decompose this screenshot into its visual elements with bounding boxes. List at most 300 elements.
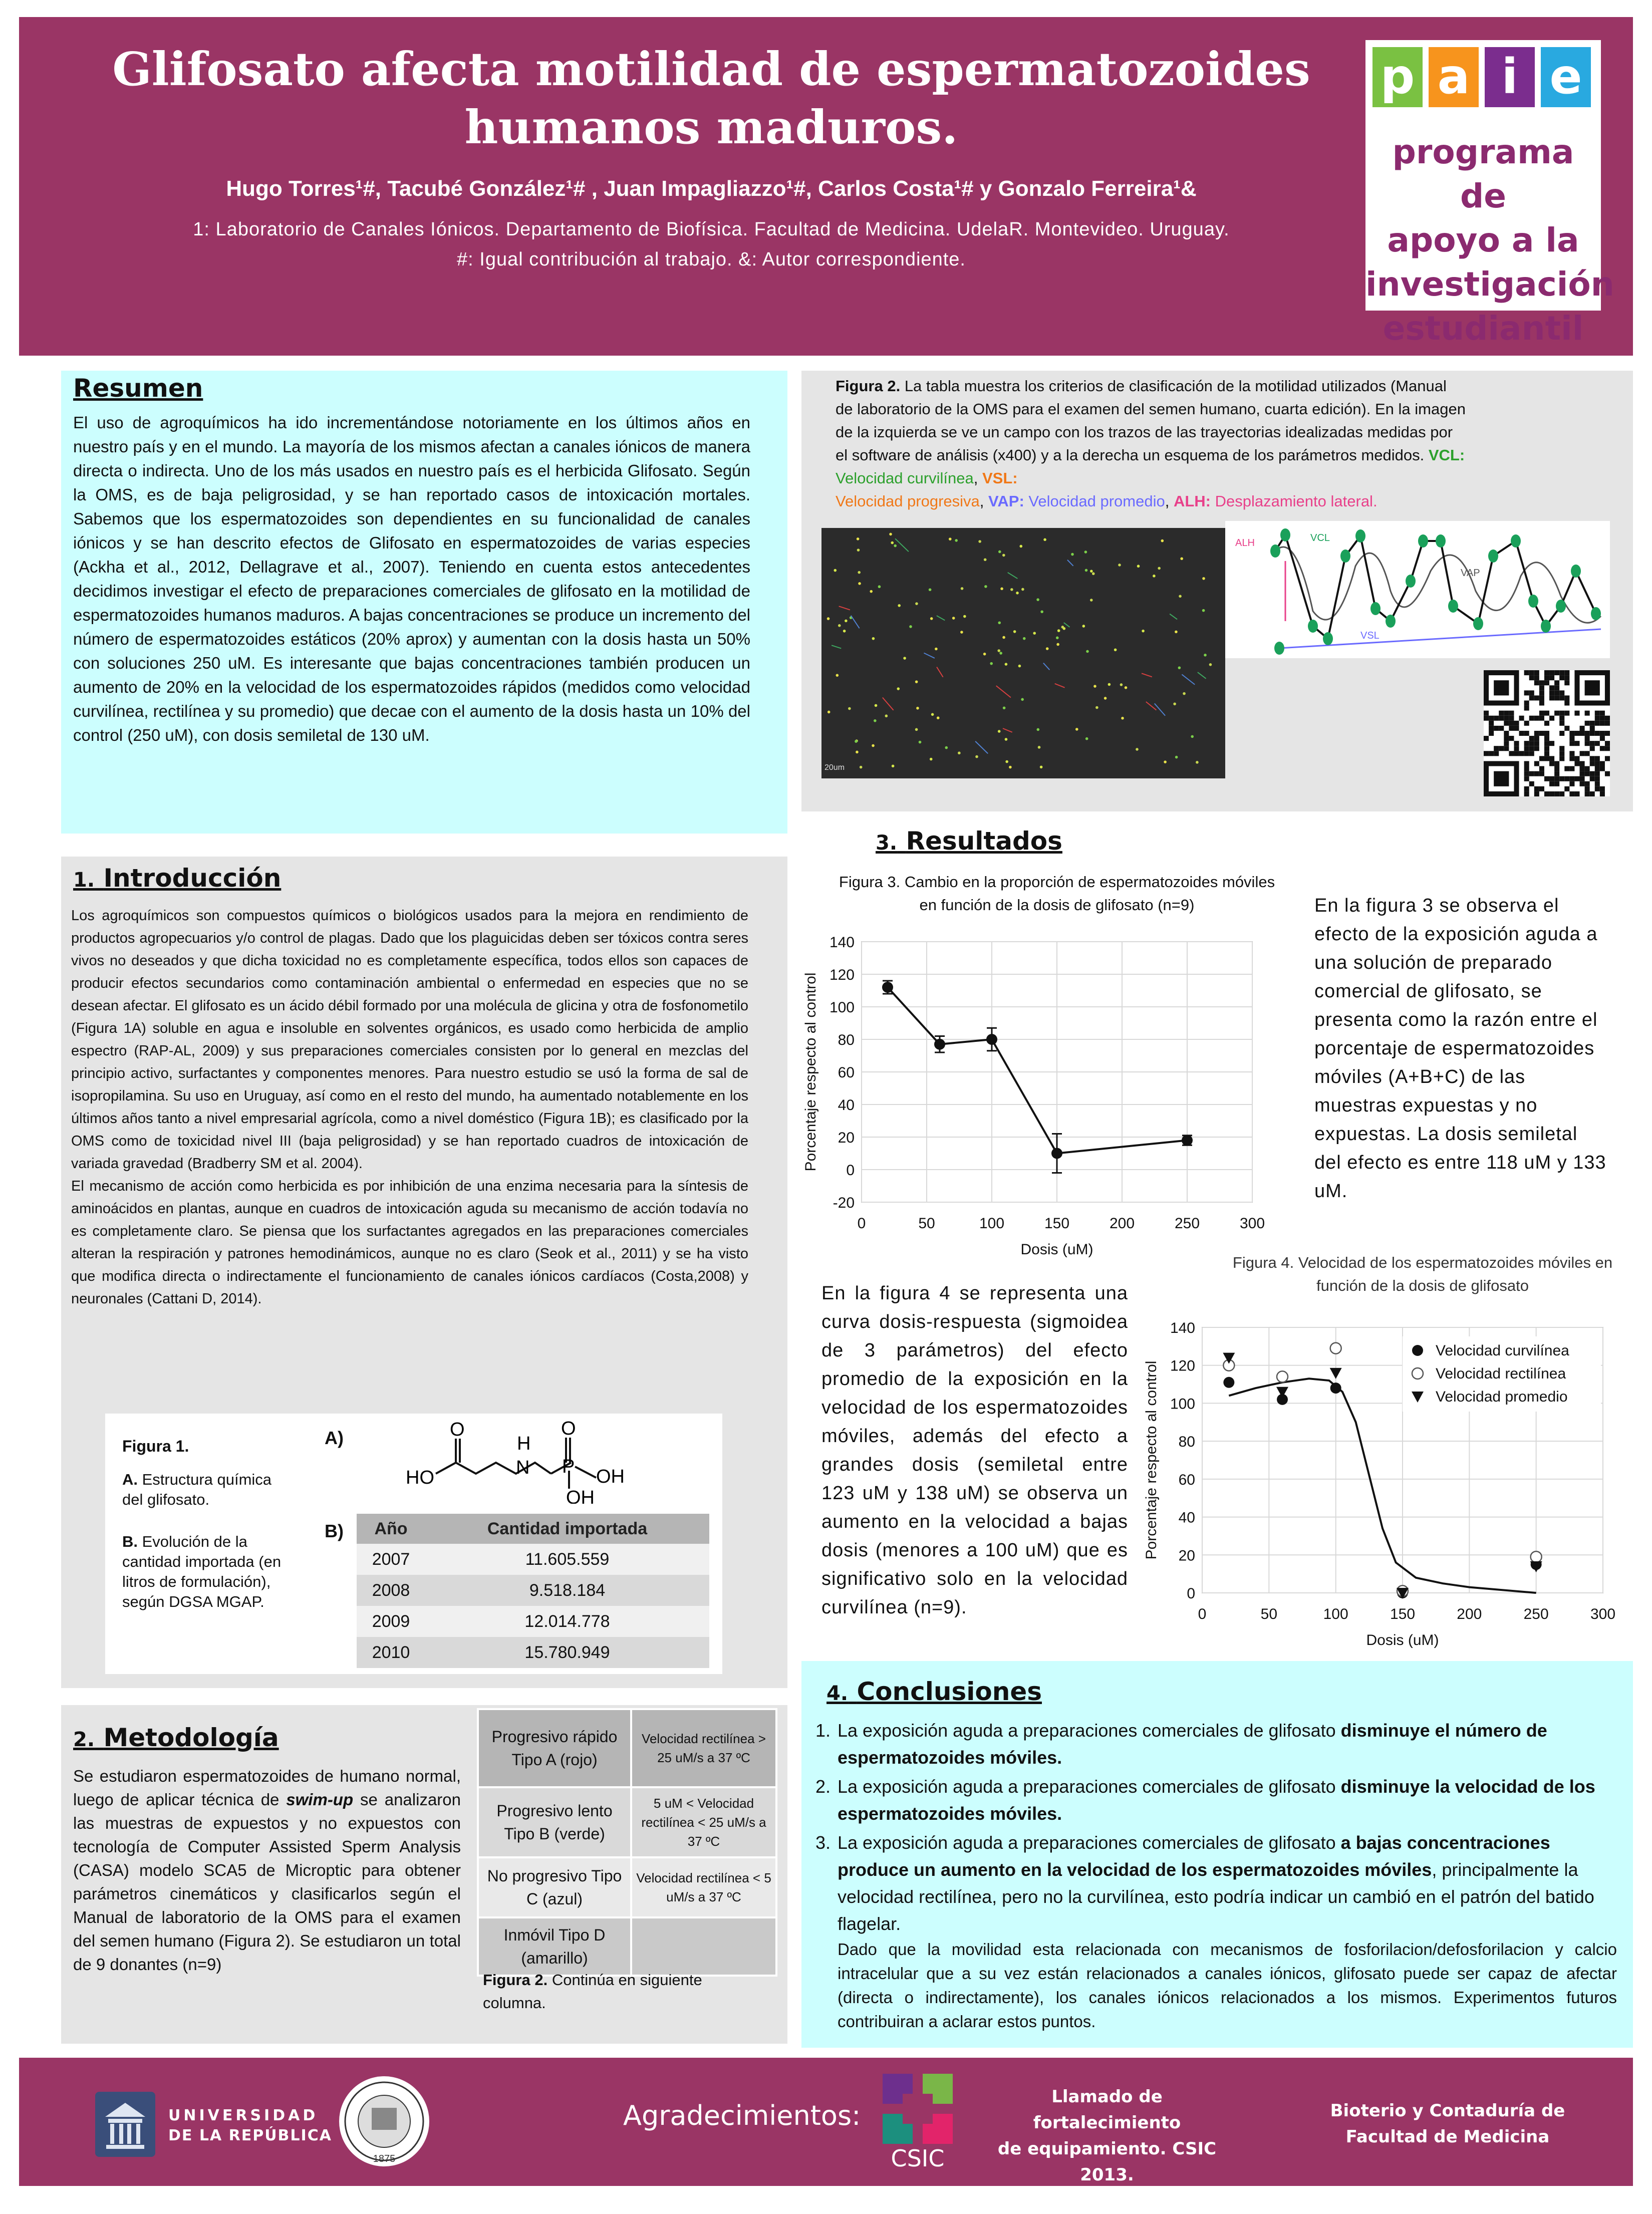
paie-letter-e: e	[1541, 47, 1591, 107]
alh-label: ALH:	[1173, 492, 1211, 510]
data-point	[934, 1039, 945, 1050]
qr-module	[1529, 771, 1534, 776]
qr-module	[1539, 711, 1544, 716]
sperm-dot	[963, 615, 966, 618]
qr-module	[1534, 695, 1539, 700]
qr-module	[1524, 670, 1529, 675]
qr-module	[1554, 766, 1559, 771]
sperm-dot	[1043, 538, 1046, 541]
qr-module	[1524, 721, 1529, 726]
qr-module	[1554, 695, 1559, 700]
qr-module	[1559, 791, 1564, 796]
sperm-dot	[909, 625, 912, 628]
sperm-dot	[983, 653, 986, 656]
sperm-dot	[875, 704, 878, 707]
qr-module	[1580, 781, 1585, 786]
item-number: 2.	[815, 1776, 831, 1797]
sperm-track	[1170, 614, 1177, 620]
qr-module	[1564, 726, 1569, 731]
x-tick-label: 0	[1198, 1606, 1207, 1622]
type-a-cell: Progresivo rápido Tipo A (rojo)	[478, 1709, 631, 1787]
qr-module	[1484, 736, 1489, 741]
qr-module	[1534, 670, 1539, 675]
figure-4-title: Figura 4. Velocidad de los espermatozoides móviles en función de la dosis de glifosato	[1232, 1254, 1613, 1294]
sperm-dot	[858, 582, 861, 585]
sperm-dot	[878, 585, 881, 588]
qr-module	[1600, 721, 1605, 726]
qr-module	[1600, 736, 1605, 741]
x-tick-label: 300	[1239, 1215, 1265, 1232]
sperm-dot	[843, 630, 846, 633]
sperm-dot	[885, 714, 888, 717]
sperm-track	[1067, 560, 1073, 566]
y-tick-label: 120	[1170, 1357, 1195, 1374]
sperm-dot	[1120, 683, 1123, 686]
sperm-dot	[998, 621, 1001, 624]
sperm-dot	[960, 631, 963, 634]
sperm-dot	[1056, 643, 1059, 646]
qr-module	[1524, 766, 1529, 771]
sperm-dot	[1104, 697, 1107, 700]
qr-module	[1524, 731, 1529, 736]
qr-module	[1549, 756, 1554, 761]
sperm-dot	[1005, 738, 1008, 741]
figure-1	[105, 1414, 722, 1674]
qr-module	[1574, 756, 1579, 761]
qr-module	[1564, 776, 1569, 781]
qr-module	[1574, 711, 1579, 716]
qr-module	[1544, 711, 1549, 716]
sperm-dot	[930, 758, 933, 761]
qr-module	[1559, 695, 1564, 700]
sperm-dot	[984, 558, 987, 561]
qr-module	[1529, 741, 1534, 746]
qr-module	[1569, 731, 1574, 736]
qr-module	[1574, 776, 1579, 781]
qr-module	[1549, 791, 1554, 796]
y-axis-label: Porcentaje respecto al control	[802, 972, 819, 1172]
sperm-track	[1198, 672, 1206, 679]
sperm-dot	[1093, 685, 1096, 688]
glyphosate-structure	[401, 1419, 661, 1504]
fig2-cont-bold: Figura 2.	[483, 1971, 548, 1989]
qr-module	[1514, 751, 1519, 756]
sperm-dot	[1075, 728, 1078, 731]
qr-module	[1534, 771, 1539, 776]
chem-o2: O	[561, 1419, 576, 1439]
sperm-dot	[1095, 706, 1098, 709]
y-tick-label: 80	[838, 1032, 855, 1048]
resultados-number: 3.	[876, 832, 898, 855]
qr-module	[1590, 746, 1595, 751]
qr-module	[1580, 726, 1585, 731]
qr-module	[1554, 781, 1559, 786]
qr-module	[1590, 741, 1595, 746]
qr-module	[1590, 791, 1595, 796]
qr-module	[1524, 741, 1529, 746]
intro-paragraph-2: El mecanismo de acción como herbicida es por inhibición de una enzima necesaria para la síntesis de aminoácidos en plantas, aunque en cuadros de intoxicación aguda su mecanismo de acción todavía no es completamente claro. Se piensa que los surfactantes agregados en las preparaciones comerciales alteran la respiración y patrones hemodinámicos, aunque no es claro (Seok et al., 2011) y se ha visto que modifica directa o indirectamente el funcionamiento de canales iónicos cardíacos (Costa,2008) y neuronales (Cattani D, 2014).	[71, 1178, 748, 1307]
intro-title	[73, 864, 281, 893]
qr-module	[1569, 741, 1574, 746]
qr-module	[1564, 711, 1569, 716]
qr-module	[1544, 721, 1549, 726]
figure-3-title: Figura 3. Cambio en la proporción de espermatozoides móviles en función de la dosis de glifosato (n=9)	[839, 873, 1275, 914]
sperm-dot	[1196, 761, 1199, 764]
sperm-dot	[870, 590, 873, 593]
sperm-dot	[1118, 564, 1121, 567]
vsl-text: Velocidad progresiva	[836, 492, 980, 510]
qr-module	[1499, 716, 1504, 721]
qr-module	[1600, 716, 1605, 721]
sperm-dot	[1179, 595, 1182, 598]
x-tick-label: 100	[1323, 1606, 1348, 1622]
sperm-dot	[894, 544, 897, 547]
qr-module	[1549, 741, 1554, 746]
data-point	[1277, 1371, 1288, 1382]
metodologia-text-b: se analizaron las muestras de expuestos y no expuestos con tecnología de Computer Assisted Sperm Analysis (CASA) modelo SCA5 de Microptic para obtener parámetros cinemáticos y clasificarlos según el Manual de laboratorio de la OMS para el examen del semen humano (Figura 2). Se estudiaron un total de 9 donantes (n=9)	[73, 1790, 461, 1974]
sperm-dot	[997, 649, 1000, 652]
sperm-dot	[1121, 717, 1124, 720]
sperm-dot	[891, 541, 894, 544]
qr-module	[1544, 741, 1549, 746]
item-bold: disminuye la velocidad de los espermatozoides móviles.	[838, 1776, 1595, 1824]
chem-oh2: OH	[566, 1487, 595, 1504]
qr-module	[1595, 741, 1600, 746]
sperm-track	[851, 616, 860, 629]
qr-module	[1605, 721, 1610, 726]
sperm-dot	[955, 539, 958, 542]
figure-1-title: Figura 1.	[122, 1437, 189, 1455]
llamado-text	[977, 2084, 1237, 2214]
col-year: Año	[357, 1514, 425, 1544]
import-table-header	[357, 1514, 709, 1544]
qr-module	[1569, 736, 1574, 741]
qr-module	[1569, 781, 1574, 786]
microscope-image	[821, 528, 1225, 778]
qr-module	[1509, 736, 1514, 741]
qr-module	[1499, 726, 1504, 731]
sperm-track	[937, 667, 943, 677]
qr-module	[1559, 716, 1564, 721]
sperm-dot	[828, 711, 831, 714]
qr-module	[1605, 771, 1610, 776]
qr-module	[1549, 761, 1554, 766]
qr-module	[1590, 731, 1595, 736]
qr-module	[1559, 690, 1564, 695]
metodologia-number: 2.	[73, 1728, 95, 1751]
table-row	[478, 1709, 776, 1787]
vcl-points	[1270, 528, 1601, 655]
qr-module	[1519, 731, 1524, 736]
cell-quantity: 11.605.559	[425, 1544, 709, 1575]
qr-module	[1539, 756, 1544, 761]
qr-module	[1554, 690, 1559, 695]
qr-module	[1519, 751, 1524, 756]
qr-module	[1554, 670, 1559, 675]
qr-module	[1524, 690, 1529, 695]
sperm-dot	[961, 587, 964, 590]
chem-oh1: OH	[596, 1466, 625, 1487]
type-c-cell: No progresivo Tipo C (azul)	[478, 1857, 631, 1917]
csic-logo	[883, 2074, 953, 2172]
paie-letter-p: p	[1372, 47, 1423, 107]
x-tick-label: 200	[1457, 1606, 1482, 1622]
qr-module	[1600, 791, 1605, 796]
y-tick-label: 140	[829, 934, 855, 951]
qr-module	[1585, 721, 1590, 726]
x-tick-label: 150	[1044, 1215, 1070, 1232]
conclusiones-extra: Dado que la movilidad esta relacionada con mecanismos de fosforilacion/defosforilacion y calcio intracelular que a su vez están relacionados a canales iónicos, glifosato puede ser capaz de afectar (directa o indirectamente), los canales iónicos relacionados a los mismos. Experimentos futuros contribuiran a aclarar estos puntos.	[838, 1940, 1617, 2031]
cell-year: 2009	[357, 1606, 425, 1637]
qr-module	[1484, 716, 1489, 721]
conclusiones-title	[827, 1677, 1042, 1706]
sperm-dot	[1046, 647, 1049, 650]
udelar-line-1: UNIVERSIDAD	[168, 2107, 319, 2124]
sperm-dot	[1023, 637, 1026, 640]
metodologia-text-em: swim-up	[286, 1790, 354, 1809]
sperm-dot	[1183, 692, 1186, 695]
data-point	[1330, 1382, 1341, 1394]
data-point	[1531, 1551, 1542, 1562]
qr-module	[1590, 771, 1595, 776]
metodologia-text	[73, 1764, 461, 1976]
figure-1-a-label: A.	[122, 1471, 138, 1488]
qr-module	[1504, 746, 1509, 751]
qr-module	[1564, 670, 1569, 675]
sperm-dot	[834, 569, 837, 572]
qr-module	[1590, 726, 1595, 731]
resultados-title-text: Resultados	[906, 826, 1062, 856]
qr-module	[1569, 776, 1574, 781]
figure-3-chart	[796, 922, 1277, 1272]
sperm-dot	[1202, 609, 1205, 612]
y-tick-label: 100	[1170, 1396, 1195, 1413]
y-tick-label: 40	[838, 1097, 855, 1114]
qr-module	[1529, 716, 1534, 721]
qr-module	[1569, 766, 1574, 771]
sperm-dot	[1002, 636, 1005, 639]
sperm-dot	[1114, 648, 1117, 651]
item-plain: La exposición aguda a preparaciones comerciales de glifosato	[838, 1832, 1341, 1853]
qr-module	[1534, 746, 1539, 751]
qr-module	[1585, 741, 1590, 746]
qr-module	[1569, 756, 1574, 761]
sperm-dot	[845, 620, 848, 623]
qr-module	[1595, 731, 1600, 736]
qr-module	[1504, 716, 1509, 721]
qr-module	[1564, 695, 1569, 700]
qr-module	[1539, 680, 1544, 685]
sperm-dot	[999, 652, 1002, 655]
facultad-seal	[337, 2074, 432, 2169]
paie-line-4: estudiantil	[1383, 309, 1584, 348]
y-tick-label: 100	[829, 999, 855, 1016]
qr-module	[1549, 675, 1554, 680]
qr-module	[1534, 736, 1539, 741]
sperm-dot	[916, 707, 919, 710]
y-tick-label: 40	[1178, 1509, 1195, 1526]
qr-module	[1489, 731, 1494, 736]
data-point	[1051, 1148, 1062, 1159]
legend-label: Velocidad curvilínea	[1436, 1342, 1569, 1359]
y-tick-label: 60	[1178, 1471, 1195, 1488]
qr-module	[1554, 771, 1559, 776]
qr-module	[1580, 751, 1585, 756]
intro-paragraph-1: Los agroquímicos son compuestos químicos o biológicos usados para la mejora en rendimiento de productos agropecuarios y/o control de plagas. Dado que los plaguicidas deben ser tóxicos contra seres vivos no deseados y que dicha toxicidad no es completamente específica, todos ellos son capaces de producir efectos secundarios como contaminación ambiental o enfermedad en especies que no se desean afectar. El glifosato es un ácido débil formado por una molécula de glicina y otra de fosfonometilo (Figura 1A) soluble en agua e insoluble en solventes orgánicos, es usado como herbicida de amplio espectro (RAP-AL, 2009) y sus preparaciones comerciales consisten por lo general en mezclas del principio activo, surfactantes y componentes menores. Para nuestro estudio se usó la forma de sal de isopropilamina. Su uso en Uruguay, así como en el resto del mundo, ha aumentado notablemente en los últimos años tanto a nivel empresarial agrícola, como a nivel doméstico (Figura 1B); es clasificado por la OMS como de toxicidad nivel III (baja peligrosidad) y se han reportado cuadros de intoxicación de variada gravedad (Bradberry SM et al. 2004).	[71, 908, 748, 1172]
qr-module	[1509, 711, 1514, 716]
qr-module	[1569, 751, 1574, 756]
sperm-track	[832, 645, 841, 648]
qr-module	[1549, 670, 1554, 675]
sperm-dot	[838, 624, 841, 627]
sperm-dot	[1137, 565, 1140, 568]
qr-module	[1564, 680, 1569, 685]
qr-module	[1554, 711, 1559, 716]
qr-module	[1544, 731, 1549, 736]
qr-module	[1524, 791, 1529, 796]
sperm-dot	[1019, 545, 1022, 548]
x-axis-label: Dosis (uM)	[1366, 1632, 1439, 1648]
cell-year: 2007	[357, 1544, 425, 1575]
sperm-dot	[915, 680, 918, 683]
qr-module	[1554, 680, 1559, 685]
qr-module	[1559, 756, 1564, 761]
figure-1-b-label: B.	[122, 1533, 138, 1550]
qr-module	[1524, 751, 1529, 756]
qr-module	[1524, 700, 1529, 705]
qr-finder-core	[1585, 680, 1600, 695]
qr-module	[1564, 675, 1569, 680]
qr-module	[1529, 670, 1534, 675]
chem-ho: HO	[406, 1467, 434, 1488]
vsl-label: VSL:	[982, 469, 1018, 487]
qr-module	[1554, 776, 1559, 781]
qr-module	[1499, 711, 1504, 716]
qr-module	[1534, 741, 1539, 746]
qr-module	[1585, 791, 1590, 796]
qr-module	[1600, 746, 1605, 751]
bioterio-line-2: Facultad de Medicina	[1345, 2127, 1550, 2147]
sperm-dot	[1016, 592, 1019, 595]
type-b-cell: Progresivo lento Tipo B (verde)	[478, 1787, 631, 1857]
sperm-track	[924, 653, 934, 658]
udelar-text	[168, 2106, 332, 2146]
sperm-dot	[1036, 598, 1039, 601]
qr-module	[1600, 761, 1605, 766]
sperm-dot	[1038, 746, 1041, 749]
qr-code[interactable]	[1484, 670, 1610, 796]
qr-module	[1595, 766, 1600, 771]
qr-module	[1534, 761, 1539, 766]
x-tick-label: 250	[1523, 1606, 1549, 1622]
figure-3-description: En la figura 3 se observa el efecto de la exposición aguda a una solución de preparado comercial de glifosato, se presenta como la razón entre el porcentaje de espermatozoides móviles (A+B+C) de las muestras expuestas y no expuestas. La dosis semiletal del efecto es entre 118 uM y 133 uM.	[1314, 895, 1606, 1202]
parameters-diagram-svg	[1225, 521, 1610, 658]
legend-marker	[1412, 1345, 1423, 1356]
qr-module	[1559, 721, 1564, 726]
qr-module	[1600, 711, 1605, 716]
sperm-dot	[1021, 588, 1024, 591]
x-axis-label: Dosis (uM)	[1020, 1241, 1093, 1258]
qr-module	[1549, 695, 1554, 700]
contribution-note: #: Igual contribución al trabajo. &: Autor correspondiente.	[457, 249, 966, 270]
qr-module	[1489, 716, 1494, 721]
cell-quantity: 12.014.778	[425, 1606, 709, 1637]
qr-module	[1585, 736, 1590, 741]
agradecimientos-label: Agradecimientos:	[623, 2100, 861, 2131]
sperm-dot	[1018, 665, 1021, 668]
qr-module	[1504, 741, 1509, 746]
conclusiones-title-text: Conclusiones	[857, 1677, 1042, 1706]
qr-module	[1595, 761, 1600, 766]
sperm-dot	[919, 741, 922, 744]
legend-marker	[1412, 1368, 1423, 1379]
affiliation-block	[75, 214, 1347, 274]
type-c-criterion: Velocidad rectilínea < 5 uM/s a 37 ºC	[631, 1857, 776, 1917]
qr-module	[1564, 700, 1569, 705]
diagram-vcl-label: VCL	[1310, 532, 1330, 543]
qr-module	[1574, 741, 1579, 746]
table-row	[478, 1917, 776, 1976]
x-tick-label: 100	[979, 1215, 1005, 1232]
qr-module	[1580, 731, 1585, 736]
intro-text	[71, 905, 748, 1310]
sperm-dot	[860, 766, 863, 769]
qr-module	[1549, 776, 1554, 781]
qr-module	[1504, 736, 1509, 741]
qr-module	[1585, 766, 1590, 771]
sperm-dot	[1084, 550, 1087, 554]
sperm-dot	[892, 764, 895, 767]
table-row	[357, 1544, 709, 1575]
qr-module	[1549, 716, 1554, 721]
y-tick-label: 140	[1170, 1320, 1195, 1336]
x-tick-label: 300	[1590, 1606, 1616, 1622]
sperm-track	[937, 616, 945, 620]
cell-year: 2008	[357, 1575, 425, 1606]
cell-year: 2010	[357, 1637, 425, 1668]
sperm-track	[1043, 663, 1049, 670]
paie-letter-i: i	[1485, 47, 1535, 107]
vap-label: VAP:	[988, 492, 1024, 510]
udelar-building-icon	[95, 2092, 155, 2157]
qr-module	[1509, 726, 1514, 731]
y-tick-label: 20	[1178, 1547, 1195, 1564]
qr-module	[1585, 731, 1590, 736]
qr-module	[1585, 771, 1590, 776]
qr-module	[1574, 731, 1579, 736]
table-row	[357, 1575, 709, 1606]
sperm-dot	[984, 585, 987, 588]
qr-module	[1529, 690, 1534, 695]
list-item	[815, 1829, 1617, 1938]
sperm-dot	[889, 533, 892, 536]
qr-module	[1529, 781, 1534, 786]
qr-module	[1574, 791, 1579, 796]
figure-2-caption: Figura 2. La tabla muestra los criterios de clasificación de la motilidad utilizados (Manual de laboratorio de la OMS para el examen del semen humano, cuarta edición). En la imagen de la izquierda se ve un campo con los trazos de las trayectorias idealizadas medidas por el software de análisis (x400) y a la derecha un esquema de los parámetros medidos. VCL: Velocidad curvilínea, VSL: Velocidad progresiva, VAP: Velocidad promedio, ALH: Desplazamiento lateral.	[836, 377, 1466, 510]
sperm-track	[1055, 684, 1065, 688]
qr-module	[1529, 751, 1534, 756]
qr-module	[1564, 786, 1569, 791]
sperm-dot	[874, 719, 877, 722]
sperm-track	[975, 741, 988, 753]
sperm-dot	[1057, 629, 1060, 632]
sperm-track	[883, 698, 894, 710]
qr-module	[1559, 776, 1564, 781]
qr-module	[1524, 746, 1529, 751]
legend-label: Velocidad promedio	[1436, 1389, 1568, 1405]
sperm-dot	[1202, 577, 1205, 580]
chem-h: H	[517, 1433, 531, 1454]
